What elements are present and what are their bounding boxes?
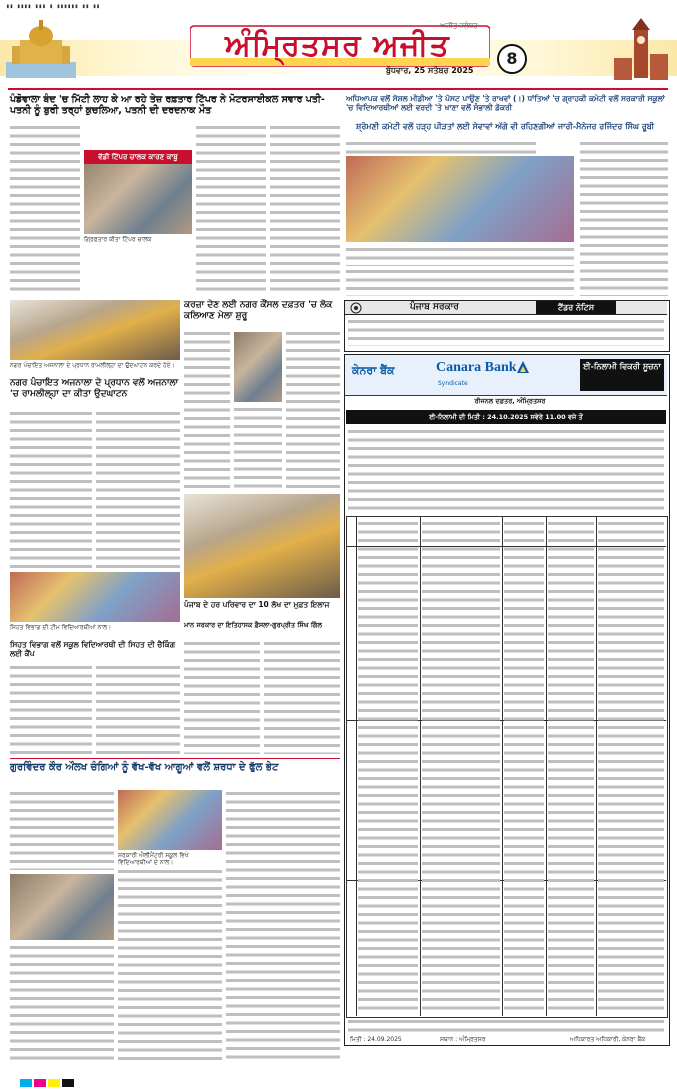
caption-ramleela: ਨਗਰ ਪੰਚਾਇਤ ਅਜਨਾਲਾ ਦੇ ਪ੍ਰਧਾਨ ਰਾਮਲੀਲ੍ਹਾ ਦਾ ਉਦਘਾਟਨ ਕਰਦੇ ਹੋਏ। <box>10 362 175 369</box>
table-row <box>422 520 500 1010</box>
story-text <box>264 640 340 754</box>
tender-table <box>348 318 664 346</box>
story-text <box>184 640 260 754</box>
auction-date: ਮਿਤੀ : 24.09.2025 <box>350 1036 402 1043</box>
headline-health-camp: ਸਿਹਤ ਵਿਭਾਗ ਵਲੋਂ ਸਕੂਲ ਵਿਦਿਆਰਥੀ ਦੀ ਸਿਹਤ ਦੀ ਚੈਕਿੰਗ ਲਈ ਕੈਂਪ <box>10 640 176 658</box>
registration-strip <box>0 1072 677 1089</box>
table-col-divider <box>420 516 421 1016</box>
story-text <box>346 140 536 154</box>
golden-temple-icon <box>6 18 76 78</box>
story-text <box>10 664 92 754</box>
photo-portrait <box>234 332 282 402</box>
story-text <box>234 406 282 490</box>
headline-school: ਅਧਿਆਪਕ ਵਲੋਂ ਸੋਸ਼ਲ ਮੀਡੀਆ 'ਤੇ ਪੋਸਟ ਪਾਉਣ 'ਤੇ ਰਾਖਵਾਂ (।) ਧਾਂਤਿਆਂ 'ਚ ਗ੍ਰਾਹਕੀ ਕਮੇਟੀ ਵਲੋਂ ਸਰਕਾਰੀ ਸਕੂਲਾਂ 'ਚ ਵਿਦਿਆਰਥੀਆਂ ਲਈ ਵਰਦੀ 'ਤੇ ਖਾਣਾ ਵਲੋਂ ਸੰਭਾਲੀ ਡੋਕਰੀ <box>346 94 665 112</box>
story-text <box>580 140 668 296</box>
print-slug: ▮▮ ▮▮▮▮ ▮▮▮ ▮ ▮▮▮▮▮▮ ▮▮ ▮▮ <box>6 3 100 10</box>
story-text <box>346 268 574 296</box>
section-divider <box>10 758 340 759</box>
headline-health-scheme: ਪੰਜਾਬ ਦੇ ਹਰ ਪਰਿਵਾਰ ਦਾ 10 ਲੱਖ ਦਾ ਮੁਫ਼ਤ ਇਲਾਜ <box>184 600 330 609</box>
story-text <box>226 790 340 1064</box>
auction-officer: ਅਧਿਕਾਰਤ ਅਧਿਕਾਰੀ, ਕੇਨਰਾ ਬੈਂਕ <box>570 1036 646 1043</box>
story-text <box>286 330 340 490</box>
edition-label: ਅਜੀਤ ਜਲੰਧਰ <box>440 22 478 30</box>
story-text <box>270 124 340 294</box>
photo-school-event <box>346 156 574 242</box>
auction-tag: ਈ-ਨਿਲਾਮੀ ਵਿਕਰੀ ਸੂਚਨਾ <box>580 359 664 391</box>
photo-tag: ਵੱਡੀ ਟਿੱਪਰ ਚਾਲਕ ਕਾਰਣ ਕਾਬੂ <box>84 150 192 164</box>
photo-ramleela <box>10 300 180 360</box>
table-row <box>358 520 418 1010</box>
table-row <box>504 520 544 1010</box>
auction-date-bar: ਈ-ਨਿਲਾਮੀ ਦੀ ਮਿਤੀ : 24.10.2025 ਸਵੇਰੇ 11.00 ਵਜੇ ਤੋਂ <box>346 410 666 424</box>
story-text <box>118 868 222 1064</box>
masthead-divider <box>8 88 668 90</box>
canara-english-name: Canara Bank <box>436 360 517 375</box>
table-row <box>548 520 594 1010</box>
clock-tower-icon <box>610 18 670 80</box>
table-col-divider <box>546 516 547 1016</box>
story-text <box>10 944 114 1064</box>
story-text <box>96 410 180 570</box>
photo-school-health <box>10 572 180 622</box>
table-col-divider <box>356 516 357 1016</box>
canara-address: ਰੀਜਨਲ ਦਫ਼ਤਰ, ਅੰਮ੍ਰਿਤਸਰ <box>474 397 546 405</box>
page-number: 8 <box>497 44 527 74</box>
tender-notice-tag: ਟੈਂਡਰ ਨੋਟਿਸ <box>536 301 616 314</box>
masthead-title: ਅੰਮ੍ਰਿਤਸਰ ਅਜੀਤ <box>225 28 450 63</box>
photo-tribute <box>10 874 114 940</box>
story-text <box>96 664 180 754</box>
syndicate-label: Syndicate <box>438 380 468 387</box>
headline-tribute: ਗੁਰਵਿੰਦਰ ਕੌਰ ਔਲਖ ਚੰਗਿਆਂ ਨੂੰ ਵੱਖ-ਵੱਖ ਆਗੂਆਂ ਵਲੋਂ ਸ਼ਰਧਾ ਦੇ ਫੁੱਲ ਭੇਟ <box>10 762 279 773</box>
headline-sgpc: ਸ਼੍ਰੋਮਣੀ ਕਮੇਟੀ ਵਲੋਂ ਹੜ੍ਹ ਪੀੜਤਾਂ ਲਈ ਸੇਵਾਵਾਂ ਅੱਗੇ ਵੀ ਰਹਿਣਗੀਆਂ ਜਾਰੀ-ਮੈਨੇਜਰ ਰਜਿੰਦਰ ਸਿੰਘ ਰੂਬੀ <box>356 122 655 131</box>
auction-intro-text <box>348 428 664 514</box>
tender-ad-title: ਪੰਜਾਬ ਸਰਕਾਰ <box>410 302 459 312</box>
story-text <box>10 124 80 294</box>
story-text <box>184 330 230 490</box>
story-text <box>10 410 92 570</box>
photo-wedding <box>184 494 340 598</box>
story-text <box>10 790 114 870</box>
story-text <box>196 124 266 294</box>
caption-meeting: ਸਰਕਾਰੀ ਐਲੀਮੈਂਟਰੀ ਸਕੂਲ ਵਿਖੇ ਵਿਦਿਆਰਥੀਆਂ ਦੇ ਨਾਲ। <box>118 852 189 866</box>
auction-place: ਸਥਾਨ : ਅੰਮ੍ਰਿਤਸਰ <box>440 1036 486 1043</box>
date-line: ਬੁੱਧਵਾਰ, 25 ਸਤੰਬਰ 2025 <box>386 66 474 75</box>
table-col-divider <box>596 516 597 1016</box>
canara-punjabi-name: ਕੇਨਰਾ ਬੈਂਕ <box>352 364 395 377</box>
auction-footer-text <box>348 1018 664 1036</box>
headline-ramleela: ਨਗਰ ਪੰਚਾਇਤ ਅਜਨਾਲਾ ਦੇ ਪ੍ਰਧਾਨ ਵਲੋਂ ਅਜਨਾਲਾ 'ਚ ਰਾਮਲੀਲ੍ਹਾ ਦਾ ਕੀਤਾ ਉਦਘਾਟਨ <box>10 378 179 399</box>
table-col-divider <box>502 516 503 1016</box>
story-text <box>346 246 574 266</box>
table-row <box>598 520 664 1010</box>
caption-school: ਸਿਹਤ ਵਿਭਾਗ ਦੀ ਟੀਮ ਵਿਦਿਆਰਥੀਆਂ ਨਾਲ। <box>10 624 112 631</box>
subheadline-health-scheme: ਮਾਨ ਸਰਕਾਰ ਦਾ ਇਤਿਹਾਸਕ ਫ਼ੈਸਲਾ-ਗੁਰਪ੍ਰੀਤ ਸਿੰਘ ਗਿੱਲ <box>184 621 322 629</box>
caption-accused: ਗ੍ਰਿਫ਼ਤਾਰ ਕੀਤਾ ਟਿੱਪਰ ਚਾਲਕ <box>84 236 152 243</box>
canara-logo-icon <box>516 360 530 374</box>
tender-ad-header <box>345 301 667 315</box>
headline-accident: ਪੰਡੋਵਾਲਾ ਬੰਦ 'ਚ ਮਿੱਟੀ ਲਾਹ ਕੇ ਆ ਰਹੇ ਤੇਜ਼ ਰਫ਼ਤਾਰ ਟਿੱਪਰ ਨੇ ਮੋਟਰਸਾਈਕਲ ਸਵਾਰ ਪਤੀ-ਪਤਨੀ ਨੂੰ ਬੁਰੀ ਤਰ੍ਹਾਂ ਕੁਚਲਿਆ, ਪਤਨੀ ਦੀ ਦਰਦਨਾਕ ਮੌਤ <box>10 94 325 117</box>
photo-tribute-group <box>118 790 222 850</box>
emblem-icon <box>350 302 362 314</box>
headline-loan-fair: ਕਰਜ਼ਾ ਦੇਣ ਲਈ ਨਗਰ ਕੌਂਸਲ ਦਫ਼ਤਰ 'ਚ ਲੋਕ ਕਲਿਆਣ ਮੇਲਾ ਸ਼ੁਰੂ <box>184 300 333 321</box>
